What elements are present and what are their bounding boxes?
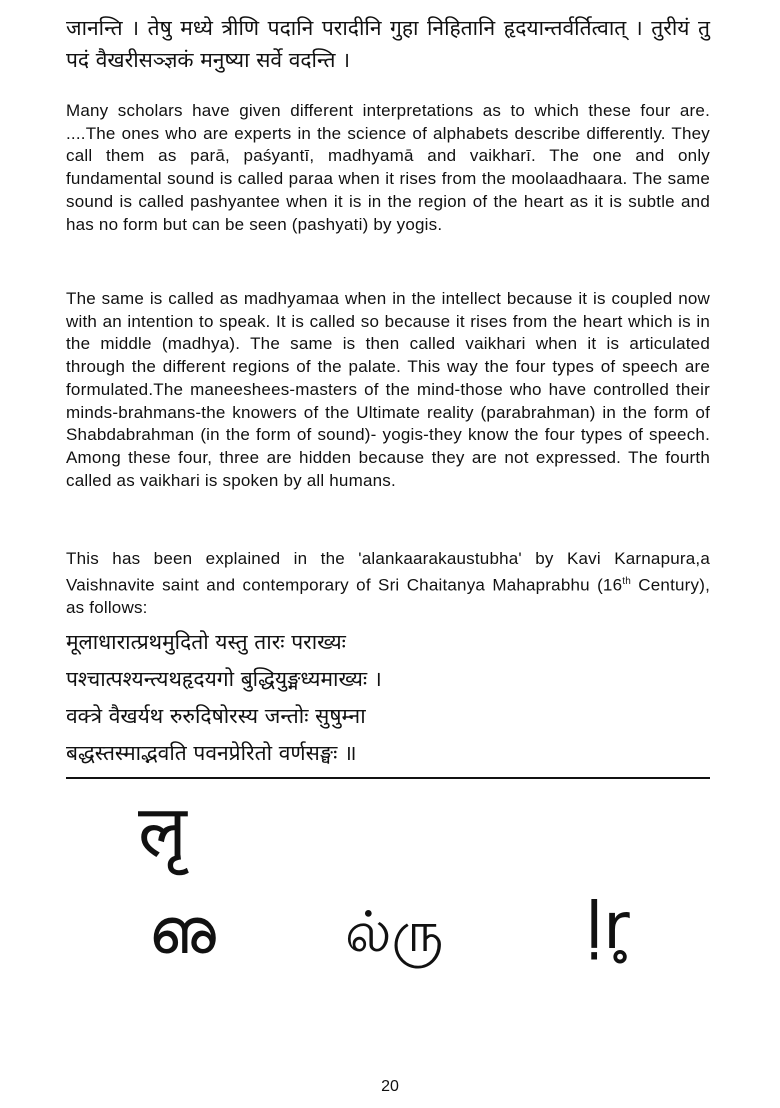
- divider: [66, 777, 710, 779]
- page-number: 20: [381, 1078, 399, 1095]
- paragraph-1: Many scholars have given different interpretations as to which these four are. ....The ones who are experts in the science of alphabets describe differently. They call them as parā, paśyantī, madhyamā and vaikharī. The one and only fundamental sound is called paraa when it rises from the moolaadhaara. The same sound is called pashyantee when it is in the region of the heart as it is subtle and has no form but can be seen (pashyati) by yogis.: [66, 101, 710, 234]
- verse-line: वक्त्रे वैखर्यथ रुरुदिषोरस्य जन्तोः सुषुम्ना: [66, 704, 366, 728]
- tamil-glyph: ல்ரு: [345, 900, 444, 965]
- devanagari-glyph: लृ: [138, 789, 187, 873]
- citation-text: This has been explained in the 'alankaarakaustubha' by Kavi Karnapura,a Vaishnavite saint and contemporary of Sri Chaitanya Mahaprabhu (16: [66, 549, 710, 595]
- verse-line: पश्चात्पश्यन्त्यथहृदयगो बुद्धियुङ्मध्यमाख्यः ।: [66, 667, 382, 691]
- citation-sup: th: [622, 575, 631, 587]
- citation-paragraph: [66, 548, 710, 620]
- paragraph-2: The same is called as madhyamaa when in the intellect because it is coupled now with an intention to speak. It is called so because it rises from the heart which is in the middle (madhya). The same is then called vaikhari when it is articulated through the different regions of the palate. This way the four types of speech are formulated.The maneeshees-masters of the mind-those who have controlled their minds-brahmans-the knowers of the Ultimate reality (parabrahman) in the form of Shabdabrahman (in the form of sound)- yogis-they know the four types of speech. Among these four, three are hidden because they are not expressed. The fourth called as vaikhari is spoken by all humans.: [66, 289, 710, 490]
- latin-glyph: ḷr̥: [585, 890, 630, 964]
- citation-text-end: Century), as follows:: [66, 575, 710, 618]
- sanskrit-prose: जानन्ति । तेषु मध्ये त्रीणि पदानि परादीनि गुहा निहितानि हृदयान्तर्वर्तित्वात् । तुरीयं तु पदं वैखरीसञ्ज्ञकं मनुष्या सर्वे वदन्ति ।: [66, 16, 710, 72]
- malayalam-glyph: ഌ: [148, 895, 216, 969]
- verse-line: मूलाधारात्प्रथमुदितो यस्तु तारः पराख्यः: [66, 630, 346, 654]
- verse-line: बद्धस्तस्माद्भवति पवनप्रेरितो वर्णसङ्घः ॥: [66, 741, 357, 765]
- verse: [66, 624, 382, 772]
